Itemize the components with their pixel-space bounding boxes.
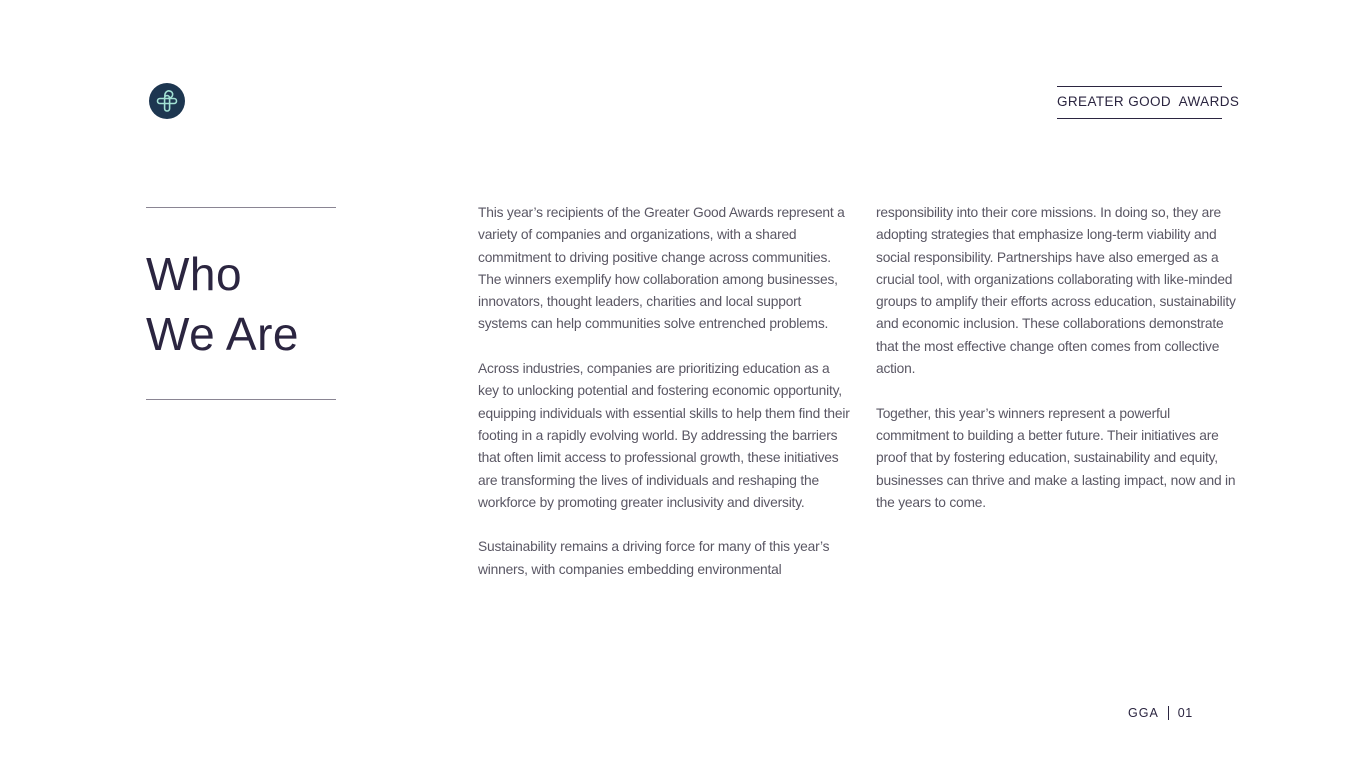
body-text-column-2	[876, 202, 1236, 536]
award-header	[1057, 86, 1240, 119]
footer-divider	[1168, 706, 1169, 720]
body-text-column-1	[478, 202, 852, 603]
paragraph: Sustainability remains a driving force for many of this year’s winners, with companies embedding environmental	[478, 539, 830, 577]
page-title	[146, 244, 336, 364]
footer-page-number: 01	[1177, 706, 1193, 720]
award-header-label: GREATER GOOD AWARDS	[1057, 94, 1240, 109]
page-title-line-1: Who	[146, 248, 243, 300]
paragraph: responsibility into their core missions. In doing so, they are adopting strategies that emphasize long-term viability and social responsibility. Partnerships have also emerged as a crucial tool, with organizations collaborating with like-minded groups to amplify their efforts across education, sustainability and economic inclusion. These collaborations demonstrate that the most effective change often comes from collective action.	[876, 205, 1236, 377]
paragraph: Across industries, companies are prioritizing education as a key to unlocking potential and fostering economic opportunity, equipping individuals with essential skills to help them find their footing in a rapidly evolving world. By addressing the barriers that often limit access to professional growth, these initiatives are transforming the lives of individuals and reshaping the workforce by promoting greater inclusivity and diversity.	[478, 361, 850, 510]
logo	[149, 83, 185, 119]
footer	[1128, 706, 1193, 720]
paragraph: This year’s recipients of the Greater Good Awards represent a variety of companies and organizations, with a shared commitment to driving positive change across communities. The winners exemplify how collaboration among businesses, innovators, thought leaders, charities and local support systems can help communities solve entrenched problems.	[478, 205, 845, 332]
title-block	[146, 207, 336, 400]
title-rule-top	[146, 207, 336, 208]
paragraph: Together, this year’s winners represent a powerful commitment to building a better future. Their initiatives are proof that by fostering education, sustainability and equity, businesses can thrive and make a lasting impact, now and in the years to come.	[876, 405, 1236, 510]
footer-brand: GGA	[1128, 706, 1159, 720]
title-rule-bottom	[146, 399, 336, 400]
plus-icon	[149, 83, 185, 119]
page-title-line-2: We Are	[146, 308, 299, 360]
